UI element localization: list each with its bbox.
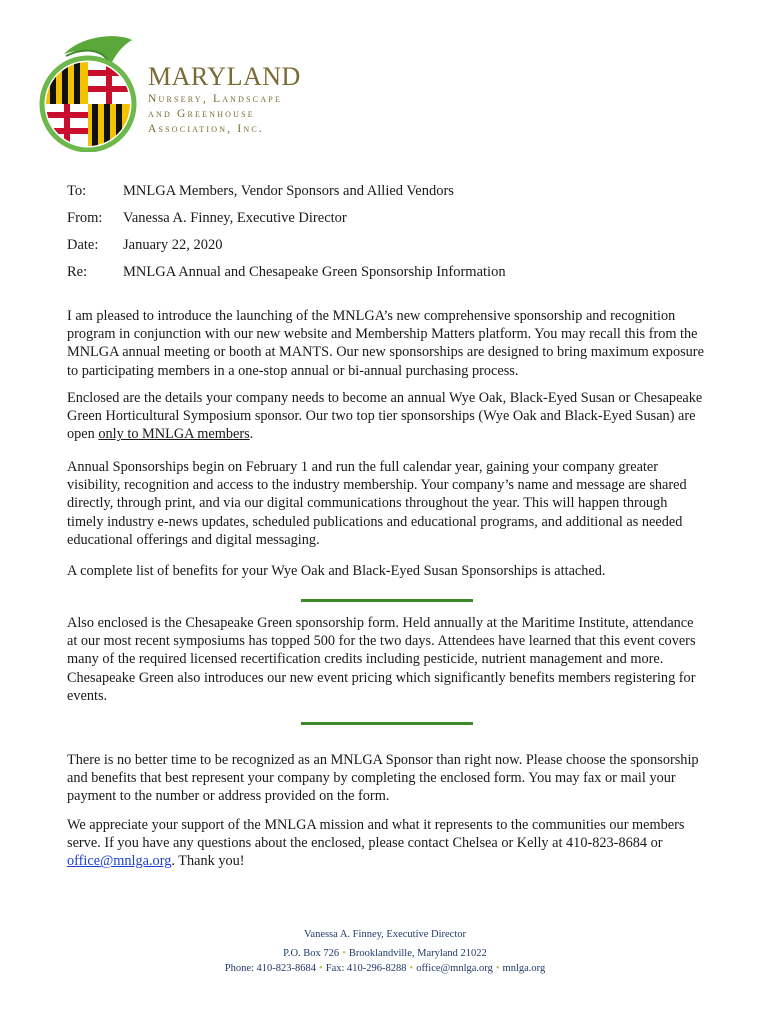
re-label: Re: <box>67 264 88 280</box>
maryland-flag-leaf-icon <box>36 32 146 152</box>
bullet-icon: • <box>319 963 323 974</box>
re-value: MNLGA Annual and Chesapeake Green Sponsorship Information <box>123 264 506 280</box>
logo-line-3: Association, Inc. <box>148 123 264 135</box>
paragraph-enclosed-text: Enclosed are the details your company needs to become an annual Wye Oak, Black-Eyed Susan or Chesapeake Green Horticultural Symposium sponsor. Our two top tier sponsorships (Wye Oak and Black-Eyed Susan) are open <box>67 390 703 443</box>
logo-line-2: and Greenhouse <box>148 108 255 120</box>
footer-po-box: P.O. Box 726 <box>283 948 340 959</box>
divider-1 <box>301 599 473 602</box>
members-only-link[interactable]: only to MNLGA members <box>98 426 250 443</box>
footer-phone: Phone: 410-823-8684 <box>224 963 317 974</box>
footer-website[interactable]: mnlga.org <box>502 963 546 974</box>
paragraph-enclosed-end: . <box>249 426 254 443</box>
from-value: Vanessa A. Finney, Executive Director <box>123 210 347 226</box>
logo-line-1: Nursery, Landscape <box>148 93 283 105</box>
footer-fax: Fax: 410-296-8288 <box>325 963 407 974</box>
bullet-icon: • <box>342 948 346 959</box>
divider-2 <box>301 722 473 725</box>
footer-signature: Vanessa A. Finney, Executive Director <box>303 929 467 940</box>
paragraph-chesapeake: Also enclosed is the Chesapeake Green sponsorship form. Held annually at the Maritime Institute, attendance at our most recent symposiums has topped 500 for the two days. Attendees have learned that this event covers many of the required licensed recertification credits including pesticide, nutrient management and more. Chesapeake Green also introduces our new event pricing which significantly benefits members registering for events. <box>67 615 696 704</box>
date-label: Date: <box>67 237 99 253</box>
email-link[interactable]: office@mnlga.org <box>67 853 172 870</box>
logo-title: MARYLAND <box>148 62 301 91</box>
bullet-icon: • <box>409 963 414 974</box>
paragraph-benefits: A complete list of benefits for your Wye Oak and Black-Eyed Susan Sponsorships is attached. <box>67 563 606 579</box>
date-value: January 22, 2020 <box>123 237 223 253</box>
footer-email[interactable]: office@mnlga.org <box>416 963 493 974</box>
paragraph-enclosed <box>67 389 707 444</box>
footer-address <box>0 948 770 959</box>
paragraph-intro: I am pleased to introduce the launching of the MNLGA’s new comprehensive sponsorship and recognition program in conjunction with our new website and Membership Matters platform. You may recall this from the MNLGA annual meeting or booth at MANTS. Our new sponsorships are designed to bring maximum exposure to participating members in a one-stop annual or bi-annual purchasing process. <box>67 308 704 379</box>
paragraph-closing-end: . Thank you! <box>171 853 245 870</box>
paragraph-closing <box>67 816 707 871</box>
mnlga-logo <box>36 32 306 152</box>
paragraph-recognition: There is no better time to be recognized as an MNLGA Sponsor than right now. Please choose the sponsorship and benefits that best represent your company by completing the enclosed form. You may fax or mail your payment to the number or address provided on the form. <box>67 752 699 805</box>
from-label: From: <box>67 210 103 226</box>
to-value: MNLGA Members, Vendor Sponsors and Allied Vendors <box>123 183 454 199</box>
to-label: To: <box>67 183 87 199</box>
footer-city: Brooklandville, Maryland 21022 <box>348 948 487 959</box>
bullet-icon: • <box>495 963 500 974</box>
paragraph-annual: Annual Sponsorships begin on February 1 and run the full calendar year, gaining your company greater visibility, recognition and access to the industry membership. Your company’s name and message are shared directly, through print, and via our digital communications throughout the year. This will happen through timely industry e-news updates, scheduled publications and educational programs, and additional as needed educational offerings and digital messaging. <box>67 459 687 548</box>
footer-contact <box>0 963 770 974</box>
paragraph-closing-text: We appreciate your support of the MNLGA mission and what it represents to the communities our members serve. If you have any questions about the enclosed, please contact Chelsea or Kelly at 410-823-8684 or <box>67 817 685 852</box>
